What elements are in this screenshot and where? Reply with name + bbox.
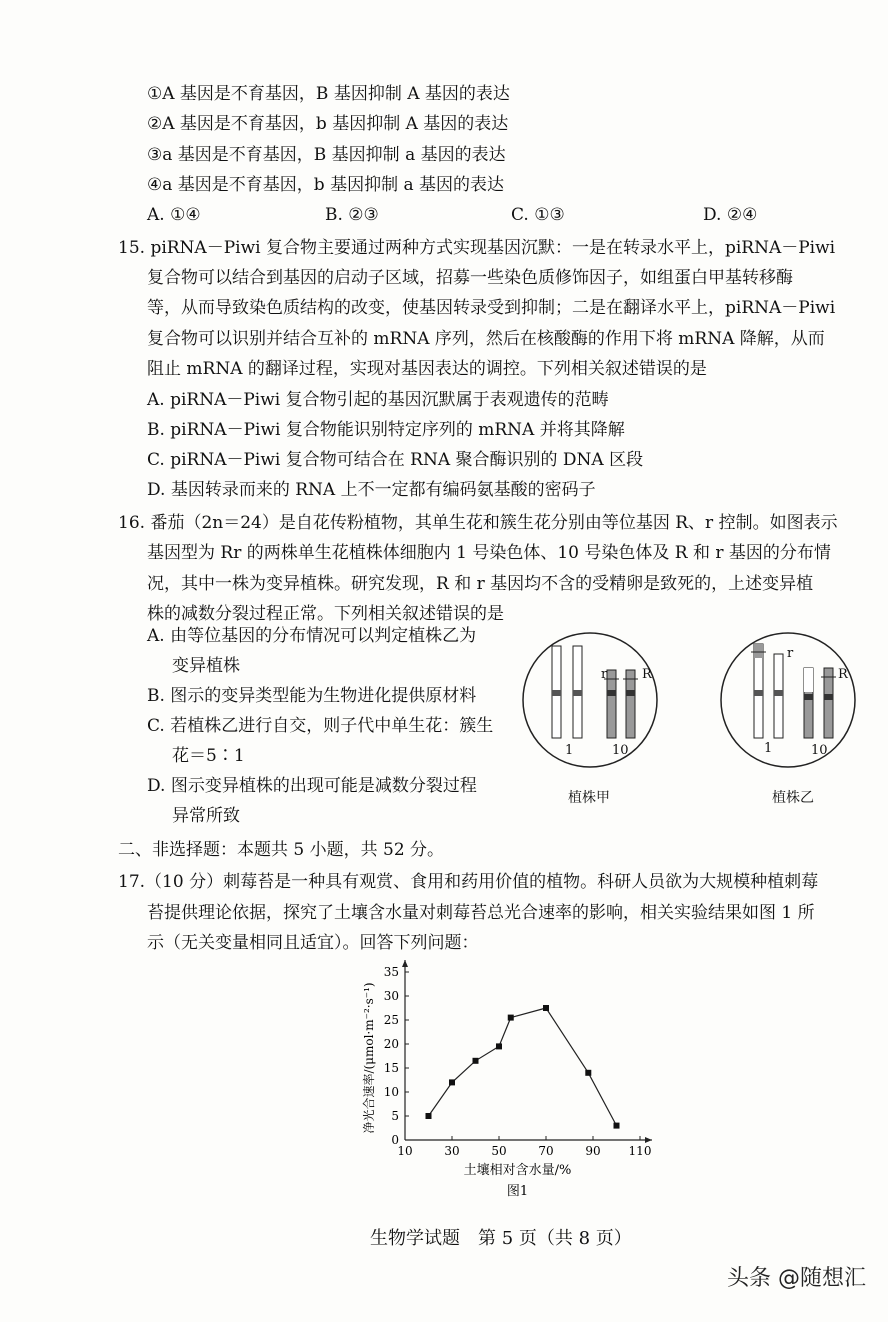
x-tick-label: 70	[538, 1144, 554, 1158]
q14-option-d: D. ②④	[703, 205, 758, 225]
q16-option-a-line2: 变异植株	[172, 656, 240, 676]
q14-statement-4: ④a 基因是不育基因，b 基因抑制 a 基因的表达	[147, 175, 505, 195]
chart-axes	[402, 960, 652, 1143]
q15-option-c: C. piRNA－Piwi 复合物可结合在 RNA 聚合酶识别的 DNA 区段	[147, 450, 644, 470]
q14-option-a: A. ①④	[147, 205, 201, 225]
q15-option-a: A. piRNA－Piwi 复合物引起的基因沉默属于表观遗传的范畴	[147, 390, 609, 410]
line-chart	[345, 955, 675, 1205]
data-point	[543, 1005, 549, 1011]
q15-line-5: 阻止 mRNA 的翻译过程，实现对基因表达的调控。下列相关叙述错误的是	[147, 359, 707, 379]
x-tick-label: 110	[628, 1144, 652, 1158]
y-axis-arrow	[402, 960, 408, 967]
y-tick-label: 5	[391, 1109, 399, 1123]
plant-b-gene-r-label: r	[787, 646, 794, 661]
plant-a-caption: 植株甲	[568, 790, 610, 806]
q16-line-1: 16. 番茄（2n＝24）是自花传粉植物，其单生花和簇生花分别由等位基因 R、r 控制。如图表示	[118, 513, 838, 533]
y-tick-label: 20	[383, 1037, 399, 1051]
plant-b-gene-R-label: R	[838, 667, 848, 682]
x-axis-arrow	[645, 1137, 652, 1143]
y-tick-label: 10	[383, 1085, 399, 1099]
q15-line-3: 等，从而导致染色质结构的改变，使基因转录受到抑制；二是在翻译水平上，piRNA－Piwi	[147, 298, 836, 318]
data-point	[508, 1015, 514, 1021]
x-tick-label: 90	[585, 1144, 601, 1158]
q16-option-c-line2: 花＝5∶1	[172, 746, 245, 766]
plant-b-chrom1-label: 1	[764, 741, 773, 756]
y-tick-label: 25	[383, 1013, 399, 1027]
chart-x-axis-label: 土壤相对含水量/%	[463, 1163, 572, 1178]
data-point	[614, 1123, 620, 1129]
data-point	[473, 1058, 479, 1064]
q17-line-3: 示（无关变量相同且适宜）。回答下列问题：	[147, 933, 479, 953]
plant-b-caption: 植株乙	[772, 790, 814, 806]
plant-a-gene-R-label: R	[642, 667, 652, 682]
chart-series	[426, 1005, 620, 1129]
data-point	[496, 1043, 502, 1049]
q15-option-b: B. piRNA－Piwi 复合物能识别特定序列的 mRNA 并将其降解	[147, 420, 625, 440]
chart-caption: 图1	[506, 1184, 529, 1199]
y-tick-label: 30	[383, 989, 399, 1003]
q16-option-c-line1: C. 若植株乙进行自交，则子代中单生花：簇生	[147, 716, 494, 736]
q15-line-1: 15. piRNA－Piwi 复合物主要通过两种方式实现基因沉默：一是在转录水平上，piRNA－Piwi	[118, 238, 836, 258]
data-point	[449, 1079, 455, 1085]
plant-a-chrom1-label: 1	[565, 743, 574, 758]
x-tick-label: 50	[491, 1144, 507, 1158]
q14-statement-1: ①A 基因是不育基因，B 基因抑制 A 基因的表达	[147, 84, 510, 104]
q14-statement-3: ③a 基因是不育基因，B 基因抑制 a 基因的表达	[147, 145, 506, 165]
q15-line-4: 复合物可以识别并结合互补的 mRNA 序列，然后在核酸酶的作用下将 mRNA 降解，从而	[147, 329, 825, 349]
watermark: 头条 @随想汇	[727, 1266, 866, 1291]
data-point	[585, 1070, 591, 1076]
plant-b-chrom10-label: 10	[811, 743, 828, 758]
q16-option-d-line2: 异常所致	[172, 806, 240, 826]
q16-line-2: 基因型为 Rr 的两株单生花植株体细胞内 1 号染色体、10 号染色体及 R 和 r 基因的分布情	[147, 543, 831, 563]
page-footer: 生物学试题 第 5 页（共 8 页）	[370, 1228, 632, 1249]
plant-a-chrom10-label: 10	[612, 743, 629, 758]
q16-option-a-line1: A. 由等位基因的分布情况可以判定植株乙为	[147, 626, 477, 646]
q14-option-c: C. ①③	[511, 205, 565, 225]
q17-line-2: 苔提供理论依据，探究了土壤含水量对刺莓苔总光合速率的影响，相关实验结果如图 1 所	[147, 903, 815, 923]
x-tick-label: 10	[397, 1144, 413, 1158]
q16-line-3: 况，其中一株为变异植株。研究发现，R 和 r 基因均不含的受精卵是致死的，上述变异植	[147, 574, 814, 594]
q14-statement-2: ②A 基因是不育基因，b 基因抑制 A 基因的表达	[147, 114, 509, 134]
chart-y-axis-label: 净光合速率/(μmol·m⁻²·s⁻¹)	[362, 982, 376, 1134]
y-tick-label: 35	[383, 965, 399, 979]
q15-line-2: 复合物可以结合到基因的启动子区域，招募一些染色质修饰因子，如组蛋白甲基转移酶	[147, 268, 793, 288]
y-tick-label: 15	[383, 1061, 399, 1075]
q17-line-1: 17.（10 分）刺莓苔是一种具有观赏、食用和药用价值的植物。科研人员欲为大规模种植刺莓	[118, 872, 819, 892]
q15-option-d: D. 基因转录而来的 RNA 上不一定都有编码氨基酸的密码子	[147, 480, 596, 500]
series-line	[429, 1008, 617, 1126]
plant-a-gene-r-label: r	[601, 667, 608, 682]
section-heading: 二、非选择题：本题共 5 小题，共 52 分。	[118, 840, 445, 860]
q16-option-d-line1: D. 图示变异植株的出现可能是减数分裂过程	[147, 776, 477, 796]
q16-line-4: 株的减数分裂过程正常。下列相关叙述错误的是	[147, 604, 504, 624]
plant-a-cell	[520, 630, 660, 770]
x-tick-label: 30	[444, 1144, 460, 1158]
q16-option-b: B. 图示的变异类型能为生物进化提供原材料	[147, 686, 477, 706]
data-point	[426, 1113, 432, 1119]
q14-option-b: B. ②③	[325, 205, 379, 225]
y-tick-label: 0	[391, 1133, 399, 1147]
chart-ticks	[384, 965, 652, 1158]
